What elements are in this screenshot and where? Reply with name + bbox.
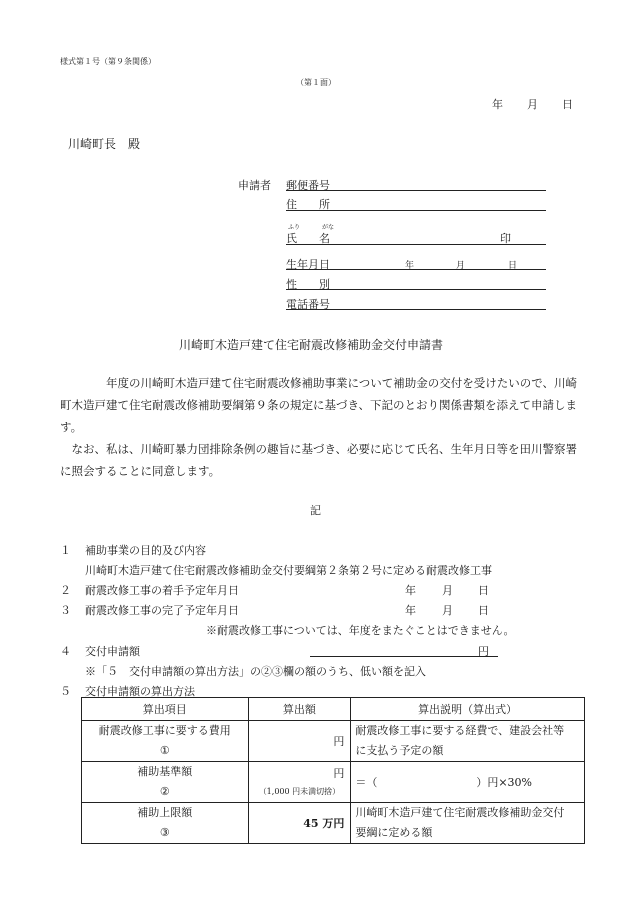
postal-line [286, 190, 546, 191]
seal-mark: 印 [500, 232, 511, 245]
body-paragraph-2: なお、私は、川崎町暴力団排除条例の趣旨に基づき、必要に応じて氏名、生年月日等を田川警察署に照会することに同意します。 [60, 442, 578, 478]
applicant-label: 申請者 [238, 179, 271, 192]
postal-label: 郵便番号 [286, 179, 330, 192]
row-1-desc-line-1: 耐震改修工事に要する経費で、建設会社等 [355, 724, 565, 737]
birth-day: 日 [508, 261, 518, 271]
date-day: 日 [562, 98, 573, 111]
row-2-amount: 円 [333, 767, 345, 780]
row-2-amount-cell [248, 762, 351, 803]
row-2-rounding-note: （1,000 円未満切捨） [258, 787, 341, 796]
item-5-number: ５ [60, 685, 71, 698]
item-1-label: 補助事業の目的及び内容 [85, 544, 206, 557]
item-2-year: 年 [405, 584, 416, 597]
row-2-item: 補助基準額 [137, 765, 193, 778]
row-1-amount: 円 [333, 735, 345, 748]
item-3-month: 月 [442, 604, 453, 617]
name-label: 氏 名 [286, 232, 330, 245]
name-ruby-2: がな [322, 224, 335, 231]
item-2-label: 耐震改修工事の着手予定年月日 [85, 584, 239, 597]
name-ruby-1: ふり [288, 224, 301, 231]
note-fiscal-year: ※耐震改修工事については、年度をまたぐことはできません。 [206, 624, 515, 637]
birth-month: 月 [456, 261, 466, 271]
row-2-description-cell [351, 762, 585, 803]
item-3-day: 日 [478, 604, 489, 617]
row-3-item: 補助上限額 [137, 806, 193, 819]
table-row [82, 721, 585, 762]
body-paragraph-1: 年度の川崎町木造戸建て住宅耐震改修補助事業について補助金の交付を受けたいので、川崎町木造戸建て住宅耐震改修補助要綱第９条の規定に基づき、下記のとおり関係書類を添えて申請します。 [60, 376, 578, 434]
item-2-month: 月 [442, 584, 453, 597]
item-5-label: 交付申請額の算出方法 [85, 685, 195, 698]
gender-line [286, 289, 546, 290]
ki-heading: 記 [310, 504, 321, 517]
row-3-amount-cell [248, 803, 351, 844]
item-4-yen: 円 [478, 645, 489, 658]
phone-label: 電話番号 [286, 298, 330, 311]
item-3-year: 年 [405, 604, 416, 617]
date-year: 年 [492, 98, 503, 111]
row-2-mark: ② [159, 785, 170, 798]
item-4-label: 交付申請額 [85, 645, 140, 658]
row-3-amount: 45 万円 [303, 817, 345, 830]
address-line [286, 210, 546, 211]
item-2-number: ２ [60, 584, 71, 597]
item-2-day: 日 [478, 584, 489, 597]
page-side: （第１面） [296, 78, 336, 87]
address-label: 住 所 [286, 198, 330, 211]
item-4-amount-line [310, 656, 498, 657]
addressee: 川崎町長 殿 [68, 137, 141, 151]
table-header-row [82, 698, 585, 721]
name-line [286, 244, 546, 245]
table-row [82, 762, 585, 803]
row-3-item-cell [82, 803, 249, 844]
item-4-number: ４ [60, 645, 71, 658]
phone-line [286, 309, 546, 310]
birth-label: 生年月日 [286, 258, 330, 271]
item-3-number: ３ [60, 604, 71, 617]
row-3-mark: ③ [159, 826, 170, 839]
note-amount: ※「５ 交付申請額の算出方法」の②③欄の額のうち、低い額を記入 [85, 665, 426, 678]
header-item: 算出項目 [82, 698, 249, 721]
calculation-table [81, 697, 585, 844]
gender-label: 性 別 [286, 278, 330, 291]
row-1-item-cell [82, 721, 249, 762]
row-2-desc-line-1: ＝（ ）円×30% [355, 776, 532, 789]
date-month: 月 [527, 98, 538, 111]
table-row [82, 803, 585, 844]
row-3-desc-line-1: 川崎町木造戸建て住宅耐震改修補助金交付 [355, 806, 565, 819]
row-3-description-cell [351, 803, 585, 844]
row-2-item-cell [82, 762, 249, 803]
item-3-label: 耐震改修工事の完了予定年月日 [85, 604, 239, 617]
row-1-description-cell [351, 721, 585, 762]
birth-year: 年 [405, 261, 415, 271]
row-1-amount-cell [248, 721, 351, 762]
row-1-mark: ① [159, 744, 170, 757]
document-title: 川崎町木造戸建て住宅耐震改修補助金交付申請書 [179, 338, 444, 352]
row-1-item: 耐震改修工事に要する費用 [98, 724, 231, 737]
header-description: 算出説明（算出式） [351, 698, 585, 721]
item-1-content: 川崎町木造戸建て住宅耐震改修補助金交付要綱第２条第２号に定める耐震改修工事 [85, 564, 492, 577]
item-1-number: １ [60, 544, 71, 557]
row-1-desc-line-2: に支払う予定の額 [355, 744, 444, 757]
row-3-desc-line-2: 要綱に定める額 [355, 826, 433, 839]
birth-line [286, 269, 546, 270]
form-number: 様式第１号（第９条関係） [60, 57, 156, 66]
header-amount: 算出額 [248, 698, 351, 721]
